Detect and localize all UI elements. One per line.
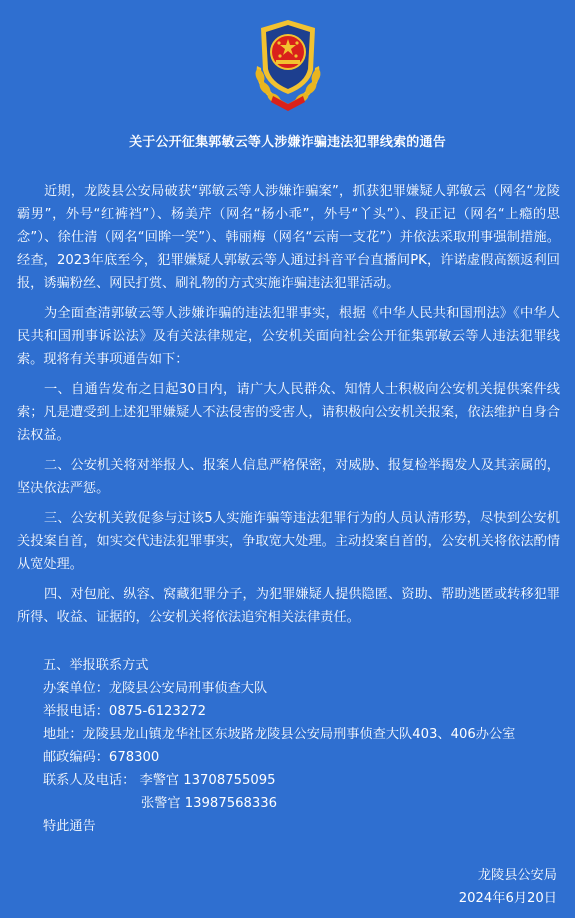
contact-section xyxy=(43,654,515,838)
paragraph-intro: 近期，龙陵县公安局破获“郭敏云等人涉嫌诈骗案”，抓获犯罪嫌疑人郭敏云（网名“龙陵霸男”，外号“红裤裆”）、杨美芹（网名“杨小乖”，外号“丫头”）、段正记（网名“上瘾的思念”）、徐仕清（网名“回眸一笑”）、韩丽梅（网名“云南一支花”）并依法采取刑事强制措施。经查，2023年底至今，犯罪嫌疑人郭敏云等人通过抖音平台直播间PK，许诺虚假高额返利回报，诱骗粉丝、网民打赏、刷礼物的方式实施诈骗违法犯罪活动。 xyxy=(17,184,560,291)
paragraph-item-4: 四、对包庇、纵容、窝藏犯罪分子，为犯罪嫌疑人提供隐匿、资助、帮助逃匿或转移犯罪所得、收益、证据的，公安机关将依法追究相关法律责任。 xyxy=(17,587,560,625)
closing-text: 特此通告 xyxy=(43,819,96,834)
signature-org: 龙陵县公安局 xyxy=(477,868,557,883)
signature-block xyxy=(459,864,557,910)
contact-unit: 办案单位：龙陵县公安局刑事侦查大队 xyxy=(43,681,268,696)
notice-body xyxy=(17,180,560,636)
paragraph-item-2: 二、公安机关将对举报人、报案人信息严格保密，对威胁、报复检举揭发人及其亲属的，坚决依法严惩。 xyxy=(17,458,560,496)
paragraph-purpose: 为全面查清郭敏云等人涉嫌诈骗的违法犯罪事实，根据《中华人民共和国刑法》《中华人民共和国刑事诉讼法》及有关法律规定，公安机关面向社会公开征集郭敏云等人违法犯罪线索。现将有关事项通告如下： xyxy=(17,306,560,367)
notice-title: 关于公开征集郭敏云等人涉嫌诈骗违法犯罪线索的通告 xyxy=(129,135,446,150)
contact-postcode: 邮政编码：678300 xyxy=(43,750,160,765)
contact-person-2: 张警官 13987568336 xyxy=(141,796,278,811)
contact-address: 地址：龙陵县龙山镇龙华社区东坡路龙陵县公安局刑事侦查大队403、406办公室 xyxy=(43,727,516,742)
signature-date: 2024年6月20日 xyxy=(458,891,557,906)
contact-heading: 五、举报联系方式 xyxy=(43,658,149,673)
contact-person-1: 联系人及电话： 李警官 13708755095 xyxy=(43,773,276,788)
paragraph-item-3: 三、公安机关敦促参与过该5人实施诈骗等违法犯罪行为的人员认清形势，尽快到公安机关投案自首，如实交代违法犯罪事实，争取宽大处理。主动投案自首的，公安机关将依法酌情从宽处理。 xyxy=(17,511,560,572)
police-emblem-icon xyxy=(243,14,333,114)
paragraph-item-1: 一、自通告发布之日起30日内，请广大人民群众、知情人士积极向公安机关提供案件线索；凡是遭受到上述犯罪嫌疑人不法侵害的受害人，请积极向公安机关报案，依法维护自身合法权益。 xyxy=(17,382,560,443)
contact-phone: 举报电话：0875-6123272 xyxy=(43,704,206,719)
